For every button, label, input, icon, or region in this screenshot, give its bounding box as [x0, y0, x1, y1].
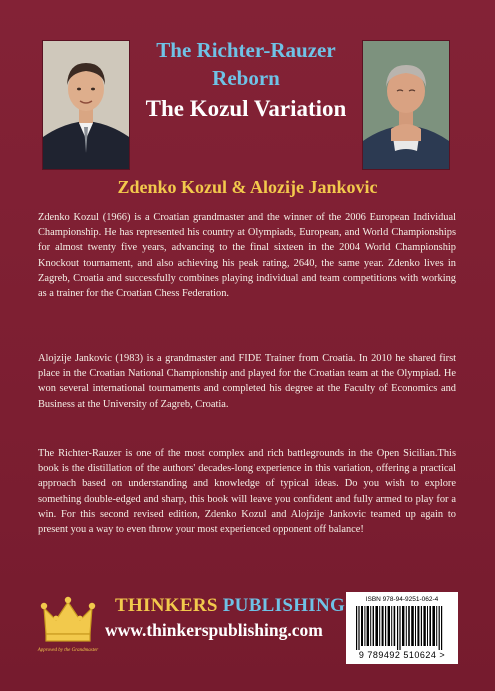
bio-kozul: Zdenko Kozul (1966) is a Croatian grandmaster and the winner of the 2006 European Individual Championship. He has represented his country at Olympiads, European, and World Championships for almost twenty five years, advancing to the final sixteen in the 2004 World Championship Knockout tournament, and also achieving his peak rating, 2640, the same year. Zdenko lives in Zagreb, Croatia and successfully combines playing individual and team competitions with working as a trainer for the Croatian Chess Federation.: [38, 212, 456, 300]
barcode-digits: 9 789492 510624 >: [358, 650, 446, 660]
authors-line: Zdenko Kozul & Alozije Jankovic: [117, 177, 378, 197]
portrait-kozul-icon: [43, 41, 129, 169]
publisher-logo: [40, 594, 96, 650]
crown-icon: [40, 594, 96, 650]
book-description: The Richter-Rauzer is one of the most complex and rich battlegrounds in the Open Sicilian.This book is the distillation of the authors' decades-long experience in this variation, offering a practical approach based on understanding and knowledge of typical ideas. Do you wish to explore something double-edged and sharp, this book will leave you confident and fully armed to play for a win. For this second revised edition, Zdenko Kozul and Alojzije Jankovic teamed up again to present you a way to even throw your most experienced opponent off balance!: [38, 448, 456, 536]
portrait-jankovic-icon: [363, 41, 449, 169]
publisher-name-part2: PUBLISHING: [217, 595, 346, 616]
bio-jankovic: Alojzije Jankovic (1983) is a grandmaster and FIDE Trainer from Croatia. In 2010 he shared first place in the Croatian National Championship and played for the Croatian team at the Olympiad. He won several international tournaments and completed his degree at the Faculty of Economics and Business at the University of Zagreb, Croatia.: [38, 353, 456, 410]
author-photo-left: [42, 40, 130, 170]
barcode-bars-icon: [356, 606, 448, 650]
logo-caption: Approved by the Grandmaster: [37, 648, 99, 653]
barcode: [346, 592, 458, 664]
publisher-name-part1: THINKERS: [115, 595, 218, 616]
title-line-1: The Richter-Rauzer: [156, 38, 336, 62]
title-line-2: Reborn: [212, 66, 280, 90]
subtitle: The Kozul Variation: [145, 96, 347, 121]
isbn-label: ISBN 978-94-9251-062-4: [365, 596, 439, 603]
author-photo-right: [362, 40, 450, 170]
publisher-website: www.thinkerspublishing.com: [105, 620, 323, 640]
publisher-name: [115, 595, 345, 617]
